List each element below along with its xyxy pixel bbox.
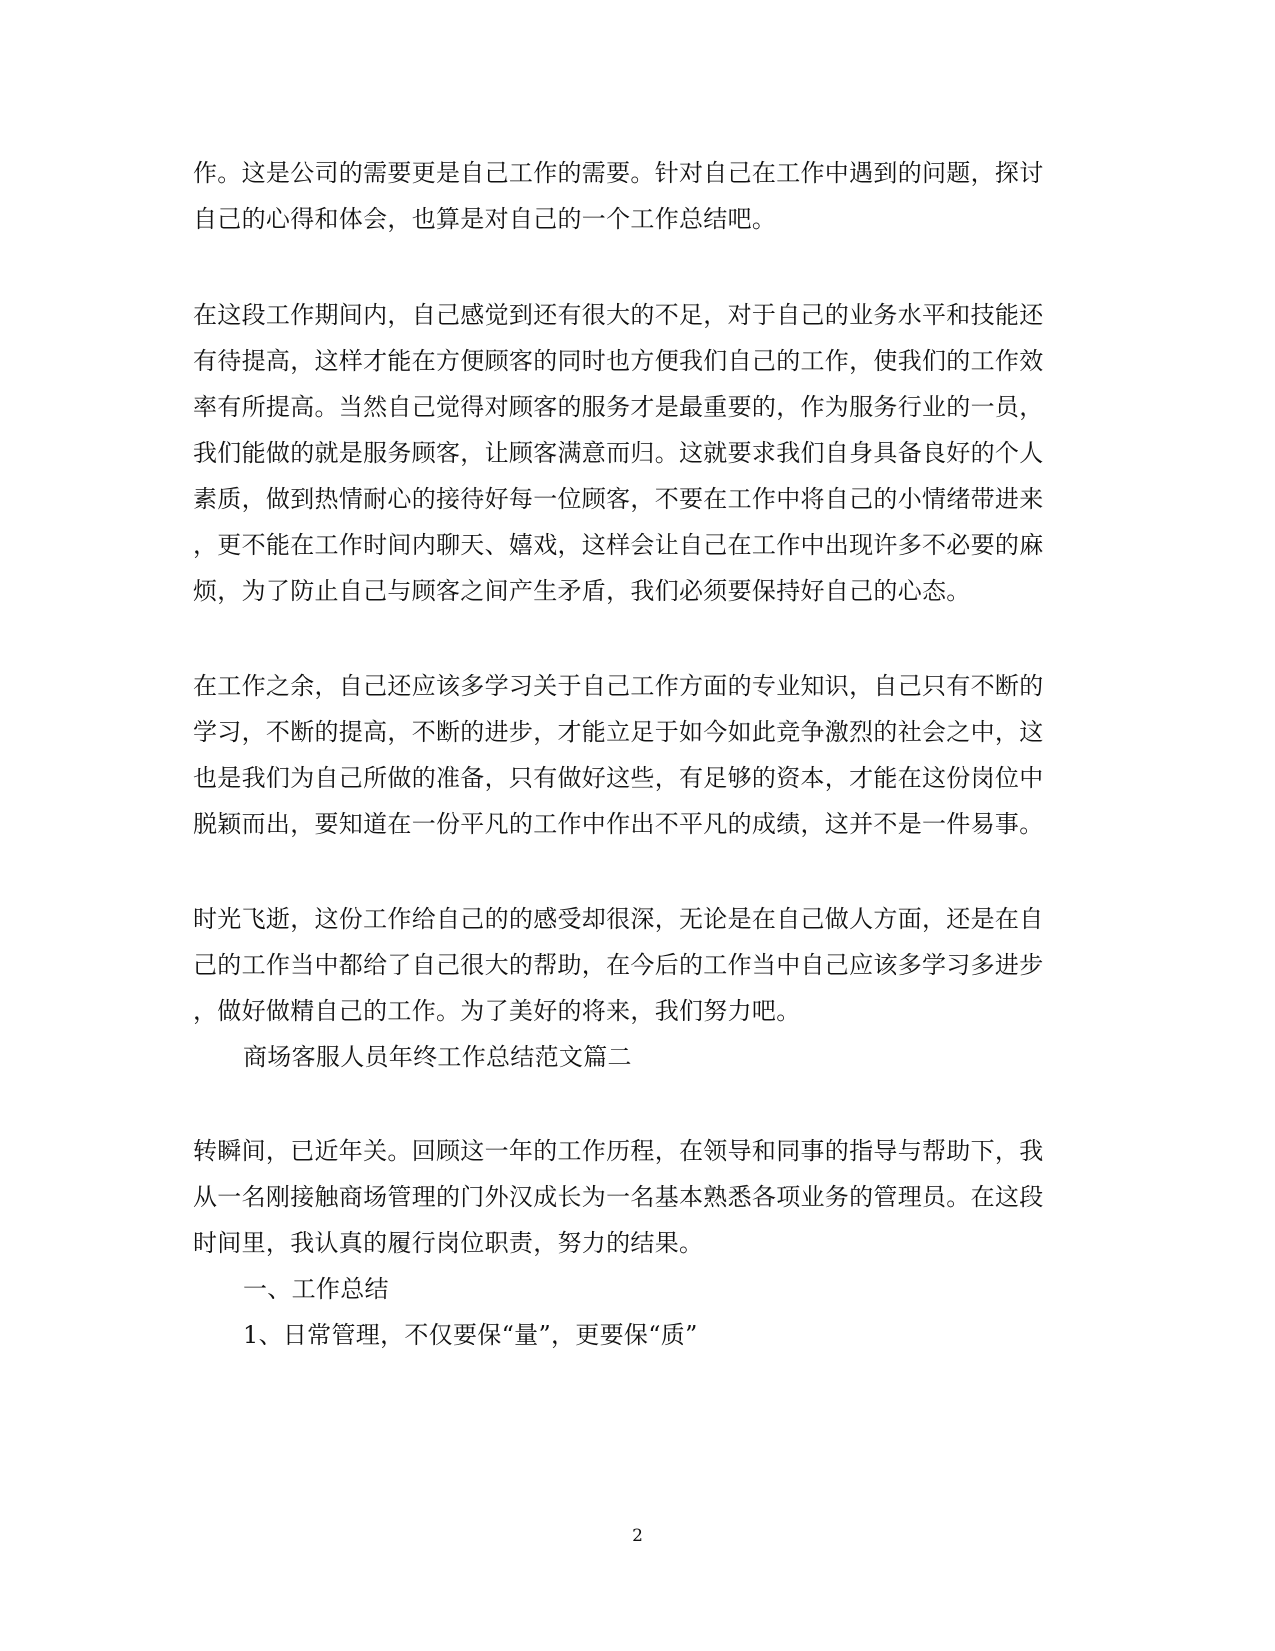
paragraph-line: ，更不能在工作时间内聊天、嬉戏，这样会让自己在工作中出现许多不必要的麻 [193,531,1044,559]
paragraph-line: 率有所提高。当然自己觉得对顾客的服务才是最重要的，作为服务行业的一员， [193,393,1044,421]
paragraph-line: 有待提高，这样才能在方便顾客的同时也方便我们自己的工作，使我们的工作效 [193,347,1044,375]
paragraph-line: 也是我们为自己所做的准备，只有做好这些，有足够的资本，才能在这份岗位中 [193,764,1044,792]
paragraph-line: 在这段工作期间内，自己感觉到还有很大的不足，对于自己的业务水平和技能还 [193,301,1044,329]
section-heading: 一、工作总结 [243,1275,389,1303]
paragraph-line: 时光飞逝，这份工作给自己的的感受却很深，无论是在自己做人方面，还是在自 [193,905,1044,933]
paragraph-line: 我们能做的就是服务顾客，让顾客满意而归。这就要求我们自身具备良好的个人 [193,439,1044,467]
paragraph-line: 素质，做到热情耐心的接待好每一位顾客，不要在工作中将自己的小情绪带进来 [193,485,1044,513]
paragraph-line: 从一名刚接触商场管理的门外汉成长为一名基本熟悉各项业务的管理员。在这段 [193,1183,1044,1211]
paragraph-line: 时间里，我认真的履行岗位职责，努力的结果。 [193,1229,704,1257]
paragraph-line: 烦，为了防止自己与顾客之间产生矛盾，我们必须要保持好自己的心态。 [193,577,971,605]
page-number: 2 [632,1526,643,1546]
subsection-heading: 1、日常管理，不仅要保“量”，更要保“质” [243,1321,698,1349]
paragraph-line: 脱颖而出，要知道在一份平凡的工作中作出不平凡的成绩，这并不是一件易事。 [193,810,1044,838]
paragraph-line: 在工作之余，自己还应该多学习关于自己工作方面的专业知识，自己只有不断的 [193,672,1044,700]
paragraph-line: 转瞬间，已近年关。回顾这一年的工作历程，在领导和同事的指导与帮助下，我 [193,1137,1044,1165]
paragraph-line: ，做好做精自己的工作。为了美好的将来，我们努力吧。 [193,997,801,1025]
paragraph-line: 己的工作当中都给了自己很大的帮助，在今后的工作当中自己应该多学习多进步 [193,951,1044,979]
paragraph-line: 作。这是公司的需要更是自己工作的需要。针对自己在工作中遇到的问题，探讨 [193,159,1044,187]
paragraph-line: 自己的心得和体会，也算是对自己的一个工作总结吧。 [193,205,777,233]
paragraph-line: 学习，不断的提高，不断的进步，才能立足于如今如此竞争激烈的社会之中，这 [193,718,1044,746]
section-title: 商场客服人员年终工作总结范文篇二 [243,1043,632,1071]
